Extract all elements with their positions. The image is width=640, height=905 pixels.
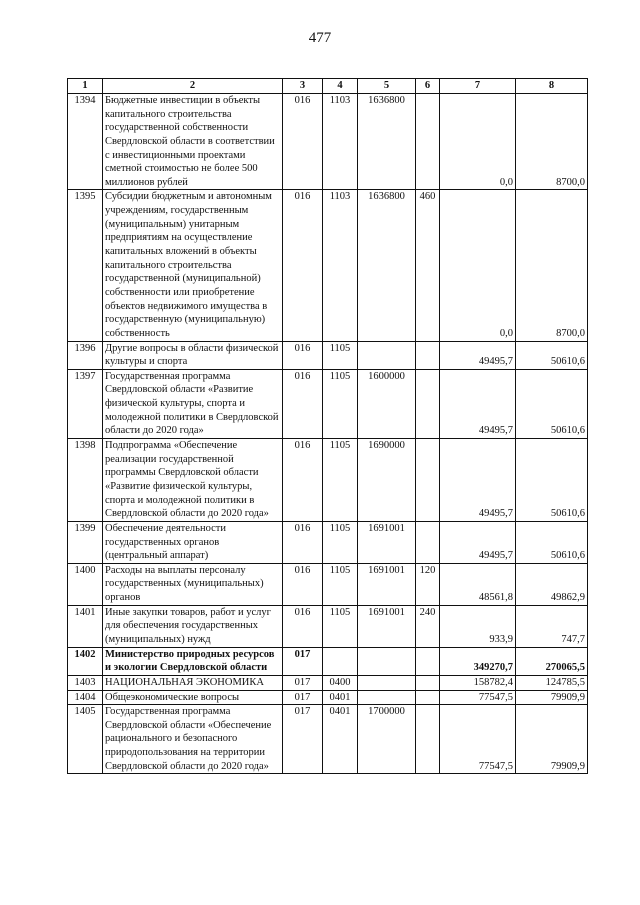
row-name-cell: Расходы на выплаты персоналу государственных (муниципальных) органов	[103, 563, 283, 605]
row-number-cell: 1403	[68, 675, 103, 690]
target-code-cell: 1600000	[358, 369, 416, 438]
target-code-cell	[358, 647, 416, 675]
table-row	[68, 439, 588, 522]
row-number-cell: 1397	[68, 369, 103, 438]
expense-type-cell	[416, 675, 440, 690]
table-row	[68, 563, 588, 605]
table-row	[68, 521, 588, 563]
section-code-cell: 1103	[323, 94, 358, 190]
row-number-cell: 1395	[68, 190, 103, 341]
table-header-row	[68, 79, 588, 94]
table-row	[68, 690, 588, 705]
target-code-cell	[358, 690, 416, 705]
section-code-cell: 1105	[323, 521, 358, 563]
target-code-cell	[358, 675, 416, 690]
row-name-cell: Иные закупки товаров, работ и услуг для обеспечения государственных (муниципальных) нужд	[103, 605, 283, 647]
section-code-cell: 1103	[323, 190, 358, 341]
amount-year2-cell: 50610,6	[516, 369, 588, 438]
admin-code-cell: 016	[283, 521, 323, 563]
amount-year2-cell: 50610,6	[516, 341, 588, 369]
amount-year2-cell: 49862,9	[516, 563, 588, 605]
target-code-cell: 1636800	[358, 94, 416, 190]
row-number-cell: 1394	[68, 94, 103, 190]
amount-year1-cell: 933,9	[440, 605, 516, 647]
row-name-cell: Бюджетные инвестиции в объекты капитального строительства государственной собственности Свердловской области в соответствии с инвестиционными проектами сметной стоимостью не более 500 миллионов рублей	[103, 94, 283, 190]
header-cell: 6	[416, 79, 440, 94]
row-name-cell: Государственная программа Свердловской области «Развитие физической культуры, спорта и молодежной политики в Свердловской области до 2020 года»	[103, 369, 283, 438]
expense-type-cell	[416, 690, 440, 705]
expense-type-cell: 120	[416, 563, 440, 605]
amount-year2-cell: 79909,9	[516, 690, 588, 705]
admin-code-cell: 017	[283, 690, 323, 705]
header-cell: 4	[323, 79, 358, 94]
admin-code-cell: 016	[283, 563, 323, 605]
section-code-cell: 0400	[323, 675, 358, 690]
row-number-cell: 1398	[68, 439, 103, 522]
amount-year1-cell: 49495,7	[440, 341, 516, 369]
table-row	[68, 190, 588, 341]
section-code-cell: 0401	[323, 690, 358, 705]
header-cell: 2	[103, 79, 283, 94]
row-number-cell: 1396	[68, 341, 103, 369]
admin-code-cell: 016	[283, 369, 323, 438]
table-row	[68, 647, 588, 675]
expense-type-cell	[416, 439, 440, 522]
target-code-cell: 1700000	[358, 705, 416, 774]
row-name-cell: Подпрограмма «Обеспечение реализации государственной программы Свердловской области «Развитие физической культуры, спорта и молодежной политики в Свердловской области до 2020 года»	[103, 439, 283, 522]
amount-year2-cell: 8700,0	[516, 94, 588, 190]
admin-code-cell: 016	[283, 341, 323, 369]
header-cell: 7	[440, 79, 516, 94]
admin-code-cell: 016	[283, 190, 323, 341]
amount-year2-cell: 270065,5	[516, 647, 588, 675]
amount-year1-cell: 77547,5	[440, 690, 516, 705]
target-code-cell: 1691001	[358, 605, 416, 647]
expense-type-cell	[416, 341, 440, 369]
row-number-cell: 1402	[68, 647, 103, 675]
expense-type-cell	[416, 369, 440, 438]
amount-year1-cell: 49495,7	[440, 369, 516, 438]
amount-year2-cell: 747,7	[516, 605, 588, 647]
target-code-cell: 1636800	[358, 190, 416, 341]
expense-type-cell: 240	[416, 605, 440, 647]
table-row	[68, 369, 588, 438]
amount-year2-cell: 8700,0	[516, 190, 588, 341]
amount-year1-cell: 0,0	[440, 190, 516, 341]
table-row	[68, 605, 588, 647]
table-row	[68, 675, 588, 690]
row-name-cell: Государственная программа Свердловской области «Обеспечение рационального и безопасного природопользования на территории Свердловской области до 2020 года»	[103, 705, 283, 774]
target-code-cell: 1691001	[358, 521, 416, 563]
expense-type-cell	[416, 705, 440, 774]
row-name-cell: Обеспечение деятельности государственных органов (центральный аппарат)	[103, 521, 283, 563]
row-number-cell: 1404	[68, 690, 103, 705]
amount-year1-cell: 77547,5	[440, 705, 516, 774]
section-code-cell: 1105	[323, 341, 358, 369]
row-name-cell: НАЦИОНАЛЬНАЯ ЭКОНОМИКА	[103, 675, 283, 690]
amount-year1-cell: 49495,7	[440, 521, 516, 563]
admin-code-cell: 017	[283, 705, 323, 774]
amount-year2-cell: 50610,6	[516, 439, 588, 522]
admin-code-cell: 017	[283, 675, 323, 690]
section-code-cell: 0401	[323, 705, 358, 774]
amount-year1-cell: 49495,7	[440, 439, 516, 522]
expense-type-cell: 460	[416, 190, 440, 341]
expense-type-cell	[416, 647, 440, 675]
header-cell: 3	[283, 79, 323, 94]
admin-code-cell: 016	[283, 94, 323, 190]
row-name-cell: Субсидии бюджетным и автономным учреждениям, государственным (муниципальным) унитарным предприятиям на осуществление капитальных вложений в объекты капитального строительства государственной (муниципальной) собственности или приобретение объектов недвижимого имущества в государственную (муниципальную) собственность	[103, 190, 283, 341]
admin-code-cell: 016	[283, 439, 323, 522]
header-cell: 8	[516, 79, 588, 94]
amount-year2-cell: 50610,6	[516, 521, 588, 563]
amount-year1-cell: 0,0	[440, 94, 516, 190]
row-number-cell: 1399	[68, 521, 103, 563]
amount-year2-cell: 124785,5	[516, 675, 588, 690]
row-name-cell: Общеэкономические вопросы	[103, 690, 283, 705]
row-number-cell: 1400	[68, 563, 103, 605]
amount-year1-cell: 158782,4	[440, 675, 516, 690]
table-row	[68, 341, 588, 369]
section-code-cell: 1105	[323, 563, 358, 605]
section-code-cell	[323, 647, 358, 675]
table-row	[68, 705, 588, 774]
admin-code-cell: 016	[283, 605, 323, 647]
admin-code-cell: 017	[283, 647, 323, 675]
row-name-cell: Министерство природных ресурсов и экологии Свердловской области	[103, 647, 283, 675]
expense-type-cell	[416, 94, 440, 190]
amount-year1-cell: 48561,8	[440, 563, 516, 605]
table-row	[68, 94, 588, 190]
target-code-cell	[358, 341, 416, 369]
expense-type-cell	[416, 521, 440, 563]
row-number-cell: 1401	[68, 605, 103, 647]
target-code-cell: 1691001	[358, 563, 416, 605]
amount-year1-cell: 349270,7	[440, 647, 516, 675]
row-name-cell: Другие вопросы в области физической культуры и спорта	[103, 341, 283, 369]
budget-table	[67, 78, 588, 774]
header-cell: 1	[68, 79, 103, 94]
amount-year2-cell: 79909,9	[516, 705, 588, 774]
section-code-cell: 1105	[323, 439, 358, 522]
target-code-cell: 1690000	[358, 439, 416, 522]
row-number-cell: 1405	[68, 705, 103, 774]
page-number: 477	[308, 30, 332, 46]
header-cell: 5	[358, 79, 416, 94]
section-code-cell: 1105	[323, 369, 358, 438]
section-code-cell: 1105	[323, 605, 358, 647]
